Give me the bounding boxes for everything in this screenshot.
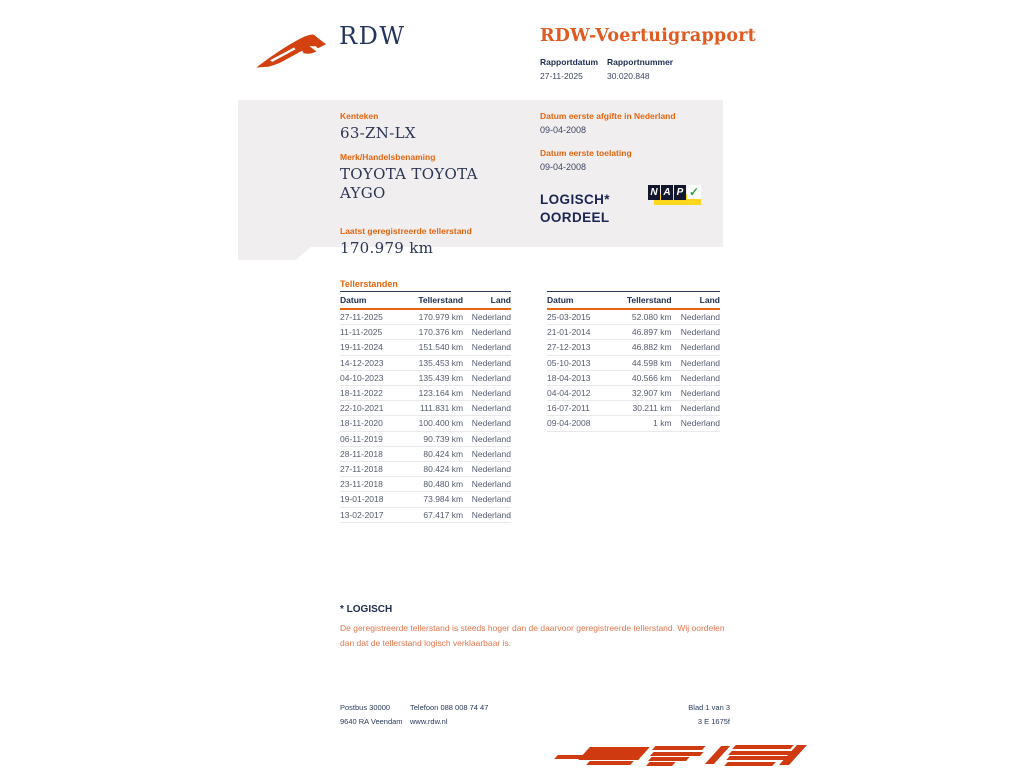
afgifte-value: 09-04-2008	[540, 125, 587, 135]
stripe	[586, 761, 634, 765]
rdw-wordmark: RDW	[339, 22, 406, 50]
column-header-datum: Datum	[547, 295, 574, 305]
table-cell: 04-04-2012	[547, 388, 591, 399]
tellerstanden-heading: Tellerstanden	[340, 279, 398, 289]
table-cell: Nederland	[680, 342, 720, 353]
table-cell: Nederland	[471, 388, 511, 399]
table-row	[340, 356, 511, 371]
table-cell: Nederland	[471, 494, 511, 505]
table-cell: 100.400 km	[418, 418, 464, 429]
table-cell: 170.979 km	[418, 312, 464, 322]
table-row	[340, 371, 511, 386]
report-meta	[540, 57, 673, 81]
table-row	[340, 492, 511, 507]
table-row	[547, 325, 720, 340]
table-cell: Nederland	[471, 403, 511, 414]
table-row	[547, 356, 720, 371]
table-row	[547, 371, 720, 386]
table-cell: 67.417 km	[423, 509, 464, 520]
table-cell: 52.080 km	[631, 312, 672, 322]
table-cell: 111.831 km	[419, 403, 464, 414]
summary-right-column	[540, 111, 730, 227]
toelating-value: 09-04-2008	[540, 162, 587, 172]
table-cell: 27-12-2013	[547, 342, 591, 353]
column-header-datum: Datum	[340, 295, 367, 305]
table-cell: Nederland	[471, 327, 511, 338]
footnote-text: De geregistreerde tellerstand is steeds hoger dan de daarvoor geregistreerde tellerstand. Wij oordelen dan dat de tellerstand logisch verklaarbaar is.	[340, 623, 725, 648]
table-cell: 30.211 km	[632, 403, 672, 414]
table-row	[340, 416, 511, 431]
table-cell: 21-01-2014	[547, 327, 591, 338]
table-row	[547, 340, 720, 355]
report-date-label: Rapportdatum	[540, 57, 599, 67]
table-row	[340, 508, 511, 523]
stripe	[724, 762, 776, 766]
table-cell: 04-10-2023	[340, 372, 384, 383]
table-row	[340, 477, 511, 492]
oordeel-line2: OORDEEL	[540, 210, 610, 225]
stripe	[646, 762, 675, 766]
table-cell: Nederland	[471, 418, 511, 429]
table-cell: 28-11-2018	[340, 448, 383, 459]
stripe	[650, 752, 703, 756]
table-cell: 18-11-2020	[340, 418, 383, 429]
nap-letter-p: P	[674, 185, 686, 200]
table-cell: Nederland	[680, 388, 720, 399]
summary-left-column	[340, 111, 480, 267]
table-cell: 14-12-2023	[340, 357, 384, 368]
table-row	[340, 386, 511, 401]
oordeel-line1: LOGISCH*	[540, 192, 610, 207]
kenteken-value: 63-ZN-LX	[340, 124, 416, 142]
table-cell: 11-11-2025	[340, 327, 383, 338]
footer-address-line1: Postbus 30000	[340, 703, 391, 712]
table-cell: 16-07-2011	[547, 403, 590, 414]
nap-check-icon: ✓	[688, 185, 700, 199]
footer-phone: Telefoon 088 008 74 47	[410, 703, 489, 712]
table-cell: 135.453 km	[418, 357, 464, 368]
table-cell: Nederland	[680, 357, 720, 368]
report-date-value: 27-11-2025	[540, 71, 583, 81]
table-cell: Nederland	[680, 403, 720, 414]
table-cell: Nederland	[471, 479, 511, 490]
table-cell: Nederland	[471, 433, 511, 444]
footer-website-link[interactable]: www.rdw.nl	[410, 717, 448, 726]
table-cell: 40.566 km	[631, 372, 672, 383]
table-row	[340, 462, 511, 477]
report-number-label: Rapportnummer	[607, 57, 674, 67]
footer-address-line2: 9640 RA Veendam	[340, 717, 403, 726]
table-cell: Nederland	[471, 464, 511, 475]
table-cell: 13-02-2017	[340, 509, 384, 520]
stripe	[732, 745, 794, 749]
stripe	[578, 747, 650, 760]
table-cell: 170.376 km	[418, 327, 464, 338]
table-cell: 1 km	[653, 418, 672, 429]
table-cell: 09-04-2008	[547, 418, 591, 429]
kenteken-label: Kenteken	[340, 111, 379, 121]
footer-address	[340, 701, 410, 729]
table-cell: 19-01-2018	[340, 494, 384, 505]
table-cell: 32.907 km	[631, 388, 672, 399]
stripe	[705, 746, 730, 764]
logisch-footnote	[340, 604, 728, 651]
table-cell: Nederland	[471, 357, 511, 368]
report-number-value: 30.020.848	[607, 71, 650, 81]
table-cell: 18-11-2022	[340, 388, 383, 399]
column-header-land: Land	[490, 295, 511, 305]
toelating-label: Datum eerste toelating	[540, 148, 632, 158]
merk-value: TOYOTA TOYOTA AYGO	[340, 165, 478, 202]
table-cell: 05-10-2013	[547, 357, 591, 368]
column-header-land: Land	[699, 295, 720, 305]
table-cell: 80.424 km	[423, 448, 464, 459]
rdw-logo-icon	[254, 27, 334, 72]
page-footer	[340, 701, 730, 729]
table-cell: 46.882 km	[631, 342, 672, 353]
summary-box-tab	[238, 246, 312, 260]
table-cell: 27-11-2018	[340, 464, 383, 475]
report-number-block	[607, 57, 673, 81]
table-cell: Nederland	[680, 312, 720, 322]
table-header-row	[340, 291, 511, 310]
table-row	[547, 401, 720, 416]
column-header-tellerstand: Tellerstand	[626, 295, 672, 305]
document-title: RDW-Voertuigrapport	[540, 26, 756, 46]
table-cell: Nederland	[471, 448, 511, 459]
table-cell: 19-11-2024	[340, 342, 383, 353]
report-date-block	[540, 57, 607, 81]
stripe	[726, 756, 792, 760]
table-cell: Nederland	[680, 418, 720, 429]
table-row	[547, 310, 720, 325]
table-cell: Nederland	[680, 372, 720, 383]
table-cell: Nederland	[471, 312, 511, 322]
footnote-title: * LOGISCH	[340, 604, 393, 615]
table-row	[340, 447, 511, 462]
nap-letter-a: A	[661, 185, 673, 200]
table-cell: 06-11-2019	[340, 433, 383, 444]
tellerstand-value: 170.979 km	[340, 239, 434, 257]
table-cell: Nederland	[471, 372, 511, 383]
table-cell: 18-04-2013	[547, 372, 591, 383]
footer-pagination	[688, 701, 730, 729]
rdw-stripes-graphic	[550, 742, 800, 768]
table-row	[340, 325, 511, 340]
table-header-row	[547, 291, 720, 310]
table-cell: Nederland	[471, 509, 511, 520]
stripe	[648, 757, 689, 761]
table-cell: 135.439 km	[418, 372, 464, 383]
table-cell: 44.598 km	[631, 357, 672, 368]
footer-contact	[410, 701, 488, 729]
table-row	[340, 432, 511, 447]
table-cell: 73.984 km	[423, 494, 464, 505]
table-cell: 46.897 km	[631, 327, 672, 338]
table-cell: 25-03-2015	[547, 312, 591, 322]
table-row	[547, 386, 720, 401]
column-header-tellerstand: Tellerstand	[418, 295, 464, 305]
footer-page-number: Blad 1 van 3	[688, 703, 730, 712]
odometer-table-left	[340, 291, 511, 523]
table-cell: 80.424 km	[423, 464, 464, 475]
table-cell: Nederland	[471, 342, 511, 353]
stripe	[652, 746, 705, 750]
table-cell: 90.739 km	[423, 433, 464, 444]
footer-form-code: 3 E 1675f	[697, 717, 730, 726]
table-cell: 151.540 km	[418, 342, 464, 353]
tellerstand-label: Laatst geregistreerde tellerstand	[340, 226, 472, 236]
table-row	[547, 416, 720, 431]
table-cell: 80.480 km	[423, 479, 464, 490]
table-cell: 123.164 km	[418, 388, 464, 399]
table-row	[340, 310, 511, 325]
nap-logo	[648, 185, 702, 208]
table-cell: 22-10-2021	[340, 403, 384, 414]
merk-label: Merk/Handelsbenaming	[340, 152, 436, 162]
table-cell: Nederland	[680, 327, 720, 338]
afgifte-label: Datum eerste afgifte in Nederland	[540, 111, 676, 121]
nap-letter-n: N	[648, 185, 660, 200]
odometer-table-right	[547, 291, 720, 432]
table-row	[340, 401, 511, 416]
table-row	[340, 340, 511, 355]
table-cell: 23-11-2018	[340, 479, 383, 490]
table-cell: 27-11-2025	[340, 312, 383, 322]
